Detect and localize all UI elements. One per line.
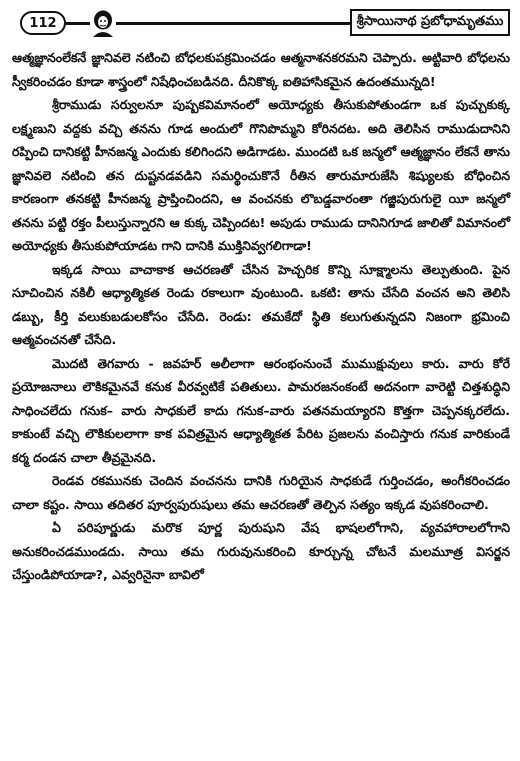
paragraph-6: ఏ పరిపూర్ణుడు మరొక పూర్ణ పురుషుని వేష భాషలలోగాని, వ్యవహారాలలోగాని అనుకరించడముండదు. సాయి తమ గురువునుకరించి కూర్చున్న చోటనే మలమూత్ర విసర్జన చేస్తుండిపోయాడా?, ఎవ్వరినైనా బావిలో [12, 520, 510, 582]
paragraph-1: ఆత్మజ్ఞానంలేకనే జ్ఞానివలె నటించి బోధలకుపక్రమించడం ఆత్మనాశనకరమని చెప్పారు. అట్టివారి బోధలను స్వీకరించడం కూడా శాస్త్రంలో నిషేధించబడినది. దీనికొక్క ఐతిహాసికమైన ఉదంతమున్నది! [12, 50, 510, 89]
paragraph-4: మొదటి తెగవారు - జవహర్ అలీలాగా ఆరంభంనుంచే ముముక్షువులు కారు. వారు కోరే ప్రయోజనాలు లౌకికమైనవే కనుక వీరవ్వటికే పతితులు. పామరజనంకంటే అదనంగా వారెట్టి చిత్తశుద్ధిని సాధించలేదు గనుక– వారు సాధకులే కాదు గనుక–వారు పతనమయ్యారని కొత్తగా చెప్పనక్కరలేదు. కాకుంటే వచ్చి లౌకికులలాగా కాక పవిత్రమైన ఆధ్యాత్మికత పేరిట ప్రజలను వంచిస్తారు గనుక వారికుండే కర్మ దండన చాలా తీవ్రమైనది. [12, 355, 510, 465]
running-title: శ్రీసాయినాథ ప్రబోధామృతము [350, 9, 510, 36]
paragraph-5: రెండవ రకమునకు చెందిన వంచనను దానికి గురియైన సాధకుడే గుర్తించడం, అంగీకరించడం చాలా కష్టం. సాయి తదితర పూర్వపురుషులు తమ ఆచరణతో తెల్పిన సత్యం ఇక్కడ వుపకరించాలి. [12, 473, 510, 512]
page-header [20, 9, 510, 39]
sai-baba-portrait-icon [90, 9, 116, 37]
paragraph-3: ఇక్కడ సాయి వాచాకాక ఆచరణతో చేసిన హెచ్చరిక కొన్ని సూక్ష్మాలను తెల్పుతుంది. పైన సూచించిన నకిలీ ఆధ్యాత్మికత రెండు రకాలుగా వుంటుంది. ఒకటి: తాను చేసేది వంచన అని తెలిసి డబ్బు, కీర్తి వలుకుబడులకోసం చేసేది. రెండు: తమకేదో స్థితి కలుగుతున్నదని నిజంగా భ్రమించి ఆత్మవంచనతో చేసేది. [12, 261, 510, 347]
paragraph-2: శ్రీరాముడు సర్వులనూ పుష్పకవిమానంలో అయోధ్యకు తీసుకుపోతుండగా ఒక పుచ్చుకుక్క లక్ష్మణుని వద్దకు వచ్చి తనను గూడ అందులో గొనిపొమ్మని కోరినదట. అది తెలిసిన రాముడుదానిని రప్పించి దానికట్టి హీనజన్మ ఎందుకు కలిగిందని అడిగాడట. ముందటి ఒక జన్మలో ఆత్మజ్ఞానం లేకనే తాను జ్ఞానివలె నటించి తన దుష్టనడవడిని సమర్థించుకొనే రీతిన తారుమారుజేసి శిష్యులకు బోధించిన కారణంగా తనకట్టి హీనజన్మ ప్రాప్తించిందని, ఆ వంచనకు లొబడ్డవారంతా గజ్జిపురుగులై యీ జన్మలో తనను పట్టి రక్తం పీలుస్తున్నారని ఆ కుక్క చెప్పిందట! అపుడు రాముడు దానినిగూడ జాలితో విమానంలో అయోధ్యకు తీసుకుపోయాడట గాని దానికి ముక్తినివ్వగలిగాడా! [12, 97, 510, 253]
body-text [12, 46, 510, 587]
page-number: 112 [20, 11, 66, 35]
